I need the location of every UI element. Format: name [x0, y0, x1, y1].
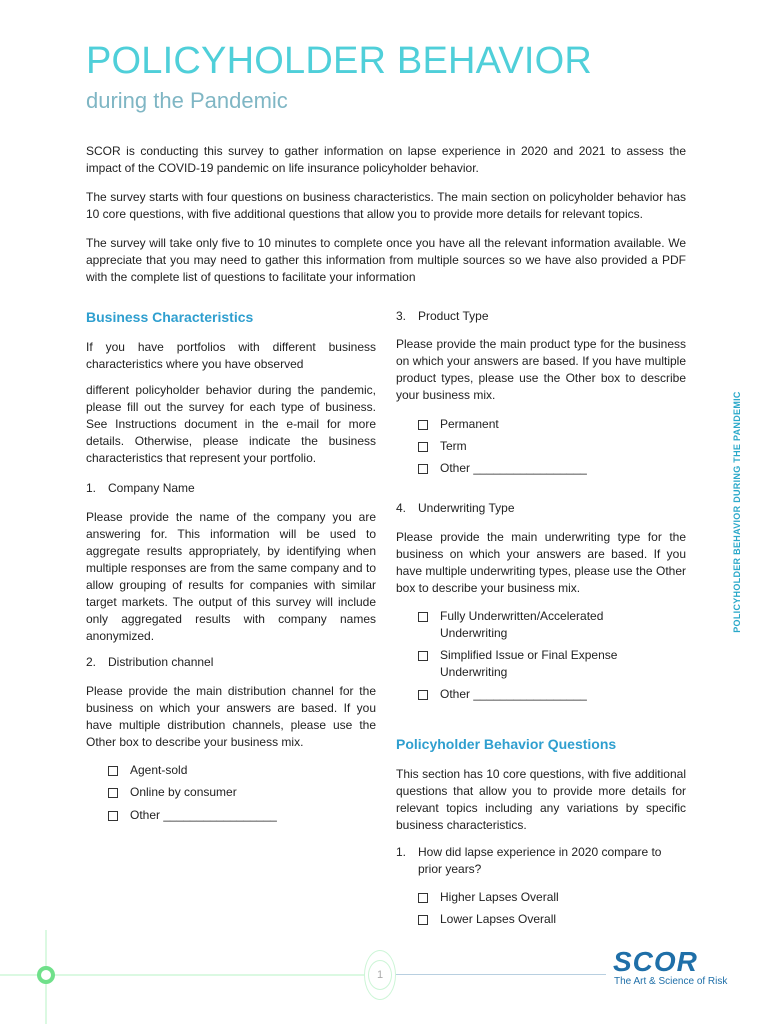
behavior-paragraph: This section has 10 core questions, with five additional questions that allow you to provide more details for relevant topics including any variations by specific business characteristics.: [396, 767, 686, 832]
question-label: Product Type: [418, 309, 489, 323]
checkbox[interactable]: [418, 442, 428, 452]
checkbox[interactable]: [418, 915, 428, 925]
option-label: Term: [440, 439, 467, 453]
checkbox[interactable]: [108, 788, 118, 798]
intro-paragraph: The survey will take only five to 10 minutes to complete once you have all the relevant information available. We appreciate that you may need to gather this information from multiple sources so we have also provided a PDF with the complete list of questions to facilitate your information: [86, 236, 686, 284]
question-text: Please provide the main distribution channel for the business on which your answers are based. If you have multiple distribution channels, please use the Other box to describe your business mix.: [86, 684, 376, 749]
question-number: 1.: [396, 845, 407, 859]
checkbox-option[interactable]: [418, 647, 638, 681]
footer-target-icon: [37, 966, 55, 984]
question-distribution-channel: [86, 654, 376, 671]
option-label: Online by consumer: [130, 785, 237, 799]
option-label: Lower Lapses Overall: [440, 912, 557, 926]
checkbox[interactable]: [418, 420, 428, 430]
checkbox[interactable]: [418, 893, 428, 903]
page-title: POLICYHOLDER BEHAVIOR: [86, 40, 593, 82]
intro-paragraph: SCOR is conducting this survey to gather information on lapse experience in 2020 and 2021 to assess the impact of the COVID-19 pandemic on life insurance policyholder behavior.: [86, 144, 686, 175]
question-product-type: [396, 308, 686, 325]
option-label: Fully Underwritten/Accelerated Underwriting: [440, 609, 604, 640]
checkbox[interactable]: [418, 464, 428, 474]
checkbox[interactable]: [418, 690, 428, 700]
question-number: 2.: [86, 655, 97, 669]
checkbox-option[interactable]: [108, 807, 277, 824]
checkbox-option[interactable]: [418, 460, 587, 477]
section-heading-behavior: Policyholder Behavior Questions: [396, 736, 617, 752]
checkbox-option[interactable]: [418, 438, 467, 455]
checkbox-option[interactable]: [418, 889, 559, 906]
question-company-name: [86, 480, 376, 497]
page-number: 1: [368, 960, 392, 990]
intro-paragraph: The survey starts with four questions on business characteristics. The main section on policyholder behavior has 10 core questions, with five additional questions that allow you to provide more details for relevant topics.: [86, 190, 686, 221]
business-paragraph: different policyholder behavior during the pandemic, please fill out the survey for each type of business. See Instructions document in the e-mail for more details. Otherwise, please indicate the business characteristics that represent your portfolio.: [86, 383, 376, 465]
checkbox[interactable]: [418, 651, 428, 661]
checkbox-option[interactable]: [418, 416, 499, 433]
checkbox-option[interactable]: [418, 686, 587, 703]
checkbox-option[interactable]: [108, 784, 237, 801]
option-label: Other _________________: [130, 808, 277, 822]
question-underwriting-type: [396, 500, 686, 517]
business-paragraph: If you have portfolios with different business characteristics where you have observed: [86, 340, 376, 371]
checkbox[interactable]: [108, 766, 118, 776]
question-label: Distribution channel: [108, 655, 214, 669]
question-text: Please provide the name of the company you are answering for. This information will be used to aggregate results appropriately, by identifying when multiple responses are from the same company and to allow grouping of results for companies with similar target markets. The output of this survey will include only aggregated results with company names anonymized.: [86, 510, 376, 643]
option-label: Higher Lapses Overall: [440, 890, 559, 904]
scor-tagline: The Art & Science of Risk: [614, 976, 728, 987]
question-number: 1.: [86, 481, 97, 495]
checkbox[interactable]: [418, 612, 428, 622]
option-label: Other _________________: [440, 461, 587, 475]
checkbox-option[interactable]: [418, 608, 638, 642]
question-label: How did lapse experience in 2020 compare to prior years?: [418, 845, 662, 876]
side-running-title: POLICYHOLDER BEHAVIOR DURING THE PANDEMIC: [732, 391, 742, 633]
footer-line-right: [396, 974, 606, 975]
question-number: 4.: [396, 501, 407, 515]
scor-logo: SCOR: [613, 946, 698, 977]
question-label: Company Name: [108, 481, 195, 495]
page-subtitle: during the Pandemic: [86, 88, 288, 113]
checkbox-option[interactable]: [108, 762, 187, 779]
section-heading-business: Business Characteristics: [86, 309, 254, 325]
option-label: Simplified Issue or Final Expense Underwriting: [440, 648, 618, 679]
question-lapse-2020: [396, 844, 686, 878]
checkbox[interactable]: [108, 811, 118, 821]
question-text: Please provide the main product type for the business on which your answers are based. If you have multiple product types, please use the Other box to describe your business mix.: [396, 337, 686, 402]
checkbox-option[interactable]: [418, 911, 556, 928]
option-label: Permanent: [440, 417, 499, 431]
question-label: Underwriting Type: [418, 501, 515, 515]
question-number: 3.: [396, 309, 407, 323]
question-text: Please provide the main underwriting type for the business on which your answers are based. If you have multiple underwriting types, please use the Other box to describe your business mix.: [396, 530, 686, 595]
option-label: Other _________________: [440, 687, 587, 701]
option-label: Agent-sold: [130, 763, 188, 777]
